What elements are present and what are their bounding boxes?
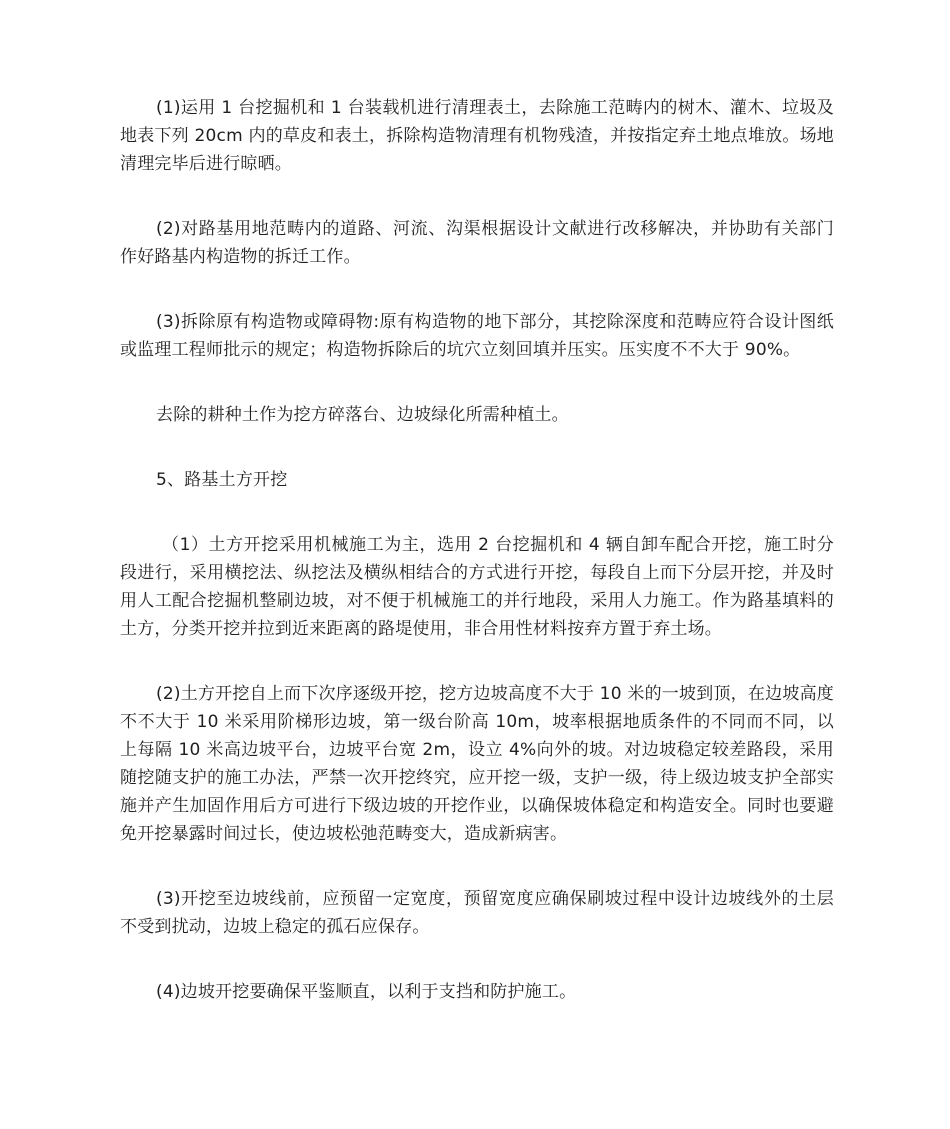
paragraph-road-relocation: (2)对路基用地范畴内的道路、河流、沟渠根据设计文献进行改移解决，并协助有关部门作好路基内构造物的拆迁工作。 (120, 219, 834, 267)
paragraph-stepwise-excavation: (2)土方开挖自上而下次序逐级开挖，挖方边坡高度不大于 10 米的一坡到顶，在边坡高度不不大于 10 米采用阶梯形边坡，第一级台阶高 10m，坡率根据地质条件的不同而不同，以上每隔 10 米高边坡平台，边坡平台宽 2m，设立 4%向外的坡。对边坡稳定较差路段，采用随挖随支护的施工办法，严禁一次开挖终究，应开挖一级，支护一级，待上级边坡支护全部实施并产生加固作用后方可进行下级边坡的开挖作业，以确保坡体稳定和构造安全。同时也要避免开挖暴露时间过长，使边坡松弛范畴变大，造成新病害。 (120, 684, 834, 844)
paragraph-slope-finish: (4)边坡开挖要确保平鉴顺直，以利于支挡和防护施工。 (156, 982, 577, 1002)
paragraph-clearing-topsoil: (1)运用 1 台挖掘机和 1 台装载机进行清理表土，去除施工范畴内的树木、灌木、垃圾及地表下列 20cm 内的草皮和表土，拆除构造物清理有机物残渣，并按指定弃土地点堆放。场地清理完毕后进行晾晒。 (120, 98, 834, 174)
paragraph-demolition: (3)拆除原有构造物或障碍物:原有构造物的地下部分，其挖除深度和范畴应符合设计图纸或监理工程师批示的规定；构造物拆除后的坑穴立刻回填并压实。压实度不不大于 90%。 (120, 312, 834, 360)
section-heading-earth-excavation: 5、路基土方开挖 (156, 470, 288, 490)
paragraph-topsoil-reuse: 去除的耕种土作为挖方碎落台、边坡绿化所需种植土。 (156, 405, 569, 425)
document-body (120, 94, 834, 1006)
paragraph-mechanical-excavation: （1）土方开挖采用机械施工为主，选用 2 台挖掘机和 4 辆自卸车配合开挖，施工时分段进行，采用横挖法、纵挖法及横纵相结合的方式进行开挖，每段自上而下分层开挖，并及时用人工配合挖掘机整刷边坡，对不便于机械施工的并行地段，采用人力施工。作为路基填料的土方，分类开挖并拉到近来距离的路堤使用，非合用性材料按弃方置于弃土场。 (120, 535, 834, 639)
paragraph-reserved-width: (3)开挖至边坡线前，应预留一定宽度，预留宽度应确保刷坡过程中设计边坡线外的土层不受到扰动，边坡上稳定的孤石应保存。 (120, 889, 834, 937)
